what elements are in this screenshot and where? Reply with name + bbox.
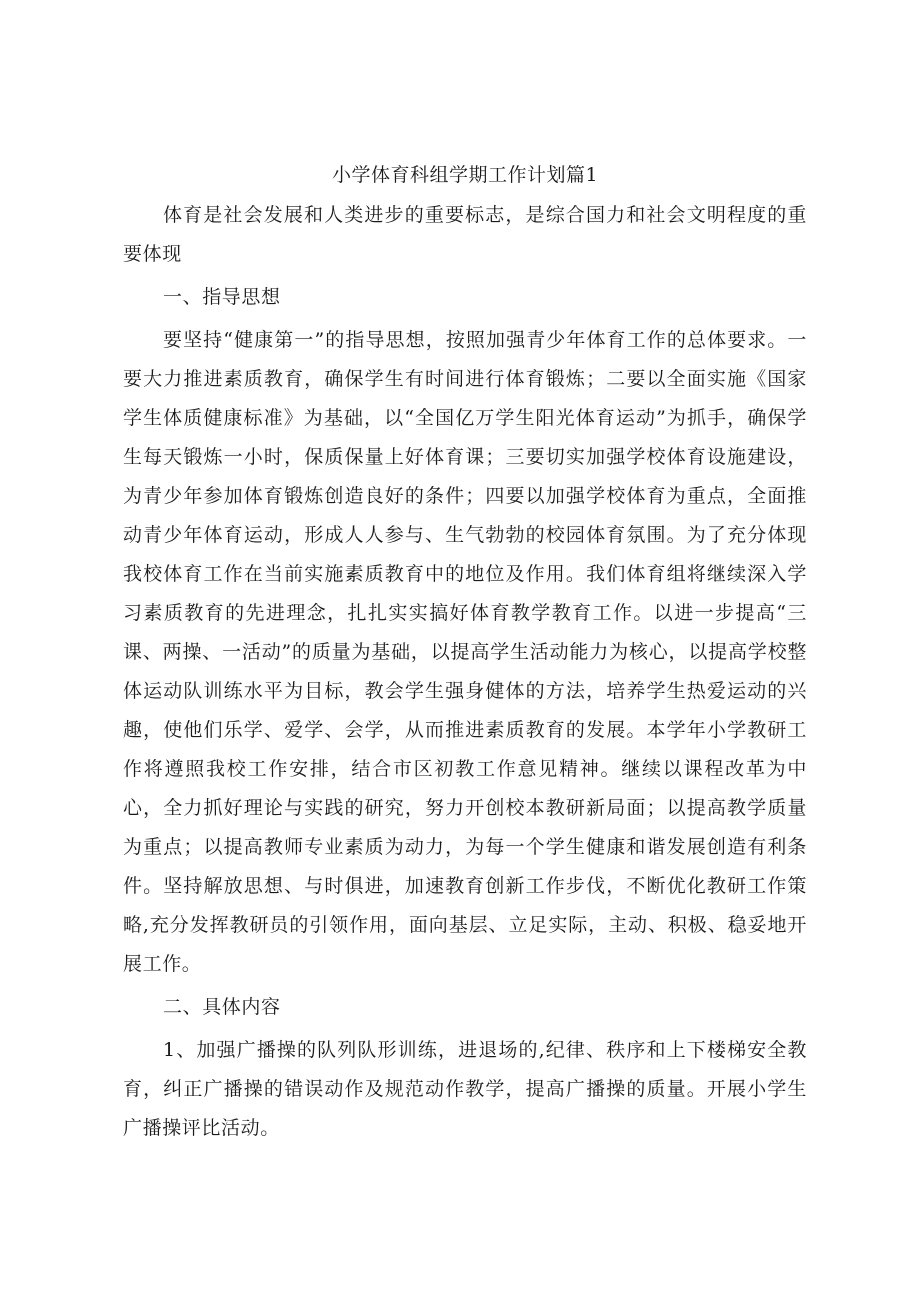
section-heading-guiding-ideology: 一、指导思想 [163, 286, 281, 308]
section-heading-specific-content: 二、具体内容 [163, 996, 281, 1018]
intro-paragraph: 体育是社会发展和人类进步的重要标志，是综合国力和社会文明程度的重要体现 [123, 204, 807, 265]
content-item-1: 1、加强广播操的队列队形训练，进退场的,纪律、秩序和上下楼梯安全教育，纠正广播操的错误动作及规范动作教学，提高广播操的质量。开展小学生广播操评比活动。 [123, 1039, 807, 1139]
section-body-guiding-ideology: 要坚持“健康第一”的指导思想，按照加强青少年体育工作的总体要求。一要大力推进素质教育，确保学生有时间进行体育锻炼；二要以全面实施《国家学生体质健康标准》为基础，以“全国亿万学生阳光体育运动”为抓手，确保学生每天锻炼一小时，保质保量上好体育课；三要切实加强学校体育设施建设，为青少年参加体育锻炼创造良好的条件；四要以加强学校体育为重点，全面推动青少年体育运动，形成人人参与、生气勃勃的校园体育氛围。为了充分体现我校体育工作在当前实施素质教育中的地位及作用。我们体育组将继续深入学习素质教育的先进理念，扎扎实实搞好体育教学教育工作。以进一步提高“三课、两操、一活动”的质量为基础，以提高学生活动能力为核心，以提高学校整体运动队训练水平为目标，教会学生强身健体的方法，培养学生热爱运动的兴趣，使他们乐学、爱学、会学，从而推进素质教育的发展。本学年小学教研工作将遵照我校工作安排，结合市区初教工作意见精神。继续以课程改革为中心，全力抓好理论与实践的研究，努力开创校本教研新局面；以提高教学质量为重点；以提高教师专业素质为动力，为每一个学生健康和谐发展创造有利条件。坚持解放思想、与时俱进，加速教育创新工作步伐，不断优化教研工作策略,充分发挥教研员的引领作用，面向基层、立足实际，主动、积极、稳妥地开展工作。 [123, 329, 807, 975]
document-body [123, 156, 807, 1148]
document-title: 小学体育科组学期工作计划篇1 [331, 164, 599, 186]
